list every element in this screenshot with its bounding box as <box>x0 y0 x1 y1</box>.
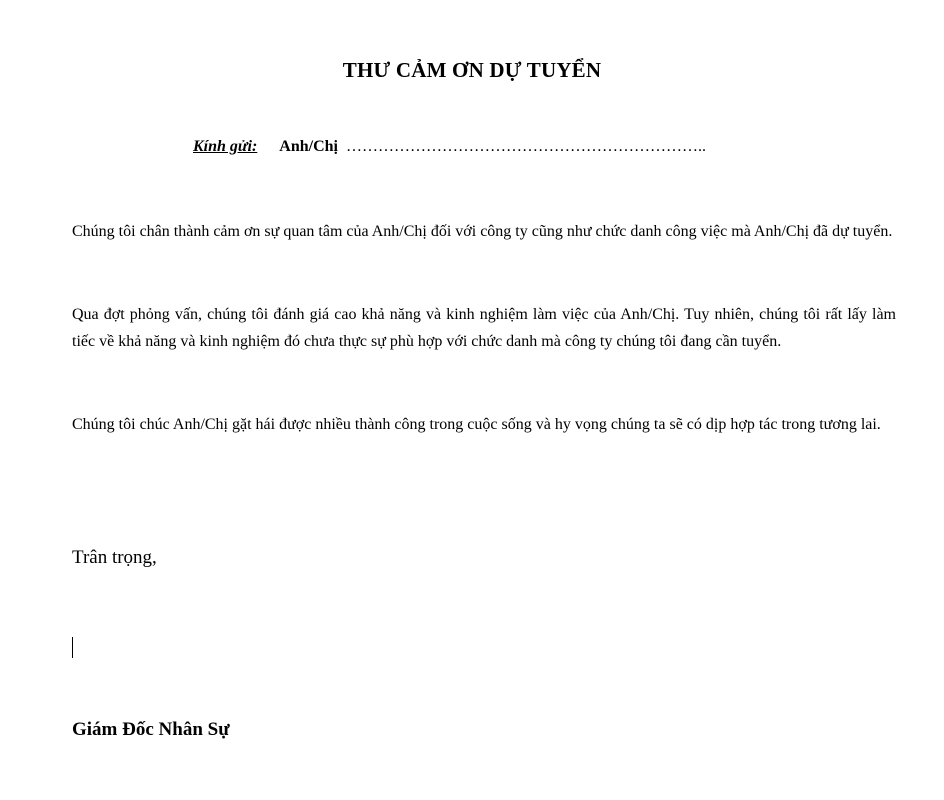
signature-title: Giám Đốc Nhân Sự <box>72 719 230 740</box>
salutation-line <box>193 138 706 156</box>
document-title: THƯ CẢM ƠN DỰ TUYỂN <box>342 58 602 82</box>
body-paragraph-3: Chúng tôi chúc Anh/Chị gặt hái được nhiều thành công trong cuộc sống và hy vọng chúng ta sẽ có dịp hợp tác trong tương lai. <box>72 416 881 433</box>
salutation-label: Kính gửi: <box>193 138 258 155</box>
body-paragraph-2: Qua đợt phỏng vấn, chúng tôi đánh giá cao khả năng và kinh nghiệm làm việc của Anh/Chị. Tuy nhiên, chúng tôi rất lấy làm tiếc về khả năng và kinh nghiệm đó chưa thực sự phù hợp với chức danh mà công ty chúng tôi đang cần tuyển. <box>72 306 896 350</box>
salutation-recipient: Anh/Chị <box>279 138 338 155</box>
text-cursor <box>72 637 73 658</box>
body-paragraph-1: Chúng tôi chân thành cảm ơn sự quan tâm của Anh/Chị đối với công ty cũng như chức danh công việc mà Anh/Chị đã dự tuyển. <box>72 223 893 240</box>
closing-text: Trân trọng, <box>72 547 157 568</box>
recipient-placeholder-dots: ………………………………………………………….. <box>345 138 706 155</box>
